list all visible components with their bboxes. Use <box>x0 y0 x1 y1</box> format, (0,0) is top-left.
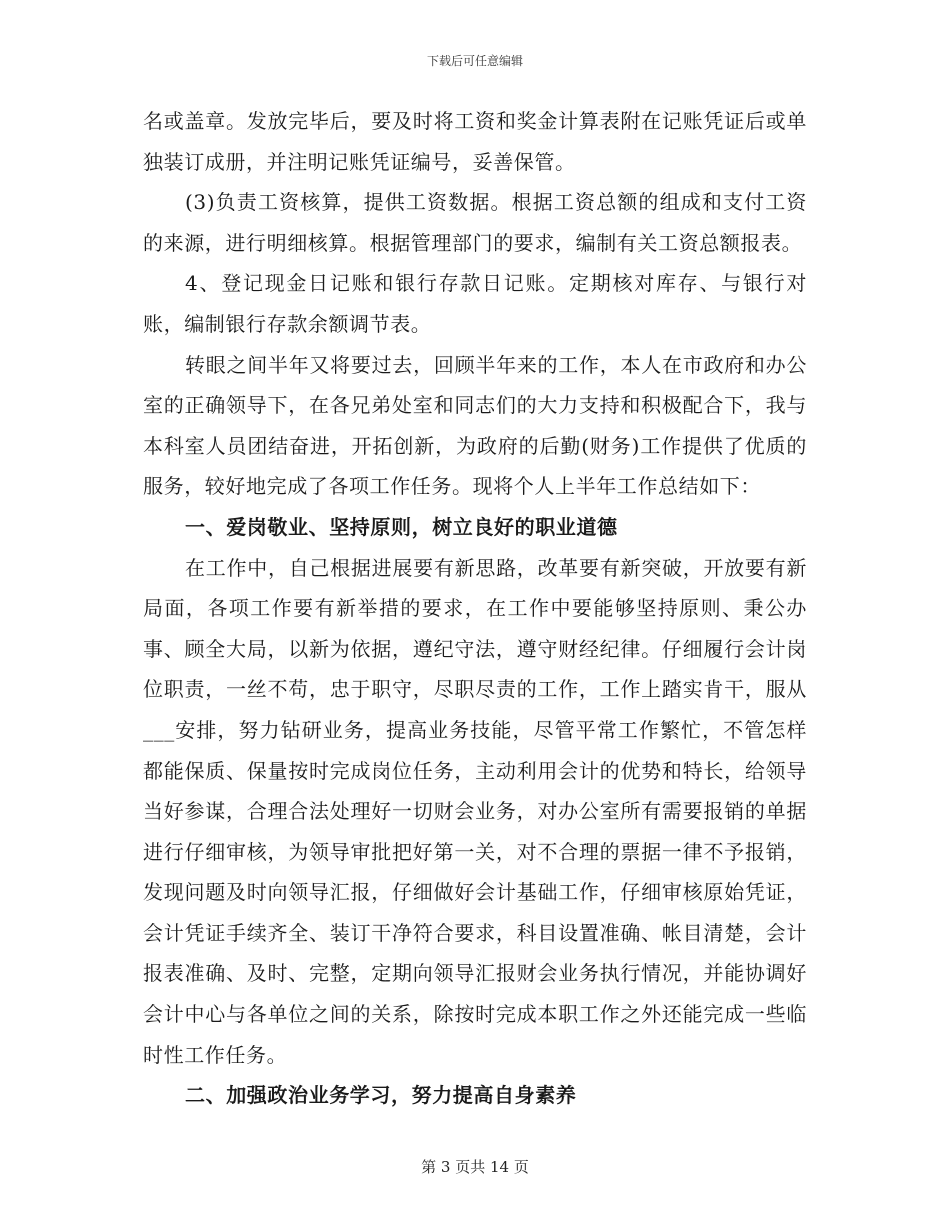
paragraph-2: (3)负责工资核算，提供工资数据。根据工资总额的组成和支付工资的来源，进行明细核算。根据管理部门的要求，编制有关工资总额报表。 <box>143 190 807 255</box>
page-footer: 第 3 页共 14 页 <box>421 1158 529 1176</box>
paragraph-3: 4、登记现金日记账和银行存款日记账。定期核对库存、与银行对账，编制银行存款余额调节表。 <box>143 271 807 336</box>
section-heading-2: 二、加强政治业务学习，努力提高自身素养 <box>185 1083 577 1108</box>
document-body <box>143 101 807 1116</box>
paragraph-5: 在工作中，自己根据进展要有新思路，改革要有新突破，开放要有新局面，各项工作要有新举措的要求，在工作中要能够坚持原则、秉公办事、顾全大局，以新为依据，遵纪守法，遵守财经纪律。仔细履行会计岗位职责，一丝不苟，忠于职守，尽职尽责的工作，工作上踏实肯干，服从___安排，努力钻研业务，提高业务技能，尽管平常工作繁忙，不管怎样都能保质、保量按时完成岗位任务，主动利用会计的优势和特长，给领导当好参谋，合理合法处理好一切财会业务，对办公室所有需要报销的单据进行仔细审核，为领导审批把好第一关，对不合理的票据一律不予报销，发现问题及时向领导汇报，仔细做好会计基础工作，仔细审核原始凭证，会计凭证手续齐全、装订干净符合要求，科目设置准确、帐目清楚，会计报表准确、及时、完整，定期向领导汇报财会业务执行情况，并能协调好会计中心与各单位之间的关系，除按时完成本职工作之外还能完成一些临时性工作任务。 <box>143 555 807 1067</box>
page-header: 下载后可任意编辑 <box>426 54 523 68</box>
section-heading-1: 一、爱岗敬业、坚持原则，树立良好的职业道德 <box>185 514 618 539</box>
paragraph-4: 转眼之间半年又将要过去，回顾半年来的工作，本人在市政府和办公室的正确领导下，在各兄弟处室和同志们的大力支持和积极配合下，我与本科室人员团结奋进，开拓创新，为政府的后勤(财务)工作提供了优质的服务，较好地完成了各项工作任务。现将个人上半年工作总结如下： <box>143 352 807 499</box>
paragraph-1: 名或盖章。发放完毕后，要及时将工资和奖金计算表附在记账凭证后或单独装订成册，并注明记账凭证编号，妥善保管。 <box>143 109 807 174</box>
